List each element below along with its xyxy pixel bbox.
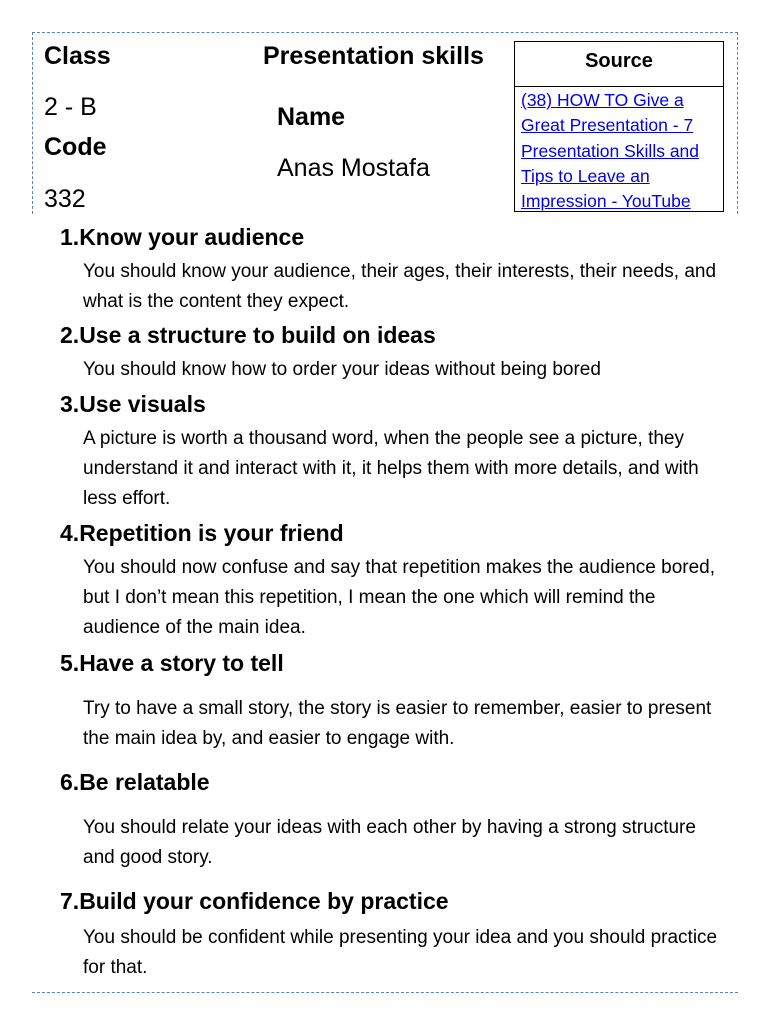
name-label: Name bbox=[277, 103, 346, 131]
tip-number-1: 1. bbox=[60, 224, 80, 250]
tip-title-6: Be relatable bbox=[79, 769, 210, 795]
class-value: 2 - B bbox=[44, 93, 97, 121]
tip-number-5: 5. bbox=[60, 650, 80, 676]
tip-number-6: 6. bbox=[60, 769, 80, 795]
code-value: 332 bbox=[44, 185, 86, 213]
tip-heading-5 bbox=[60, 650, 284, 677]
source-link[interactable]: (38) HOW TO Give a Great Presentation - 7 Presentation Skills and Tips to Leave an Impression - YouTube bbox=[521, 90, 700, 212]
header-frame-left bbox=[32, 32, 33, 214]
tip-number-3: 3. bbox=[60, 391, 80, 417]
tip-body-6: You should relate your ideas with each other by having a strong structure and good story. bbox=[83, 817, 696, 869]
code-label: Code bbox=[44, 133, 107, 161]
source-label: Source bbox=[515, 42, 723, 87]
tip-number-2: 2. bbox=[60, 322, 80, 348]
tip-title-2: Use a structure to build on ideas bbox=[79, 322, 436, 348]
tip-heading-7 bbox=[60, 888, 449, 915]
tip-body-2: You should know how to order your ideas without being bored bbox=[83, 359, 601, 380]
source-box bbox=[514, 41, 724, 212]
header-frame-right bbox=[737, 32, 738, 214]
tip-heading-1 bbox=[60, 224, 304, 251]
tip-body-4: You should now confuse and say that repetition makes the audience bored, but I don’t mean this repetition, I mean the one which will remind the audience of the main idea. bbox=[83, 557, 716, 639]
tip-heading-2 bbox=[60, 322, 436, 349]
tip-heading-6 bbox=[60, 769, 210, 796]
tip-body-1: You should know your audience, their ages, their interests, their needs, and what is the content they expect. bbox=[83, 261, 717, 313]
footer-frame-line bbox=[32, 992, 738, 993]
tip-heading-4 bbox=[60, 520, 344, 547]
page-title: Presentation skills bbox=[263, 42, 484, 70]
class-label: Class bbox=[44, 42, 111, 70]
tip-title-1: Know your audience bbox=[79, 224, 305, 250]
tip-title-5: Have a story to tell bbox=[79, 650, 284, 676]
tip-body-3: A picture is worth a thousand word, when the people see a picture, they understand it and interact with it, it helps them with more details, and with less effort. bbox=[83, 428, 699, 510]
tip-number-7: 7. bbox=[60, 888, 80, 914]
tip-number-4: 4. bbox=[60, 520, 80, 546]
tip-title-3: Use visuals bbox=[79, 391, 206, 417]
tip-heading-3 bbox=[60, 391, 206, 418]
tip-title-4: Repetition is your friend bbox=[79, 520, 344, 546]
tip-body-5: Try to have a small story, the story is easier to remember, easier to present the main idea by, and easier to engage with. bbox=[83, 698, 712, 750]
header-frame-top bbox=[32, 32, 738, 33]
tip-title-7: Build your confidence by practice bbox=[79, 888, 449, 914]
tip-body-7: You should be confident while presenting your idea and you should practice for that. bbox=[83, 927, 718, 979]
name-value: Anas Mostafa bbox=[277, 154, 430, 182]
